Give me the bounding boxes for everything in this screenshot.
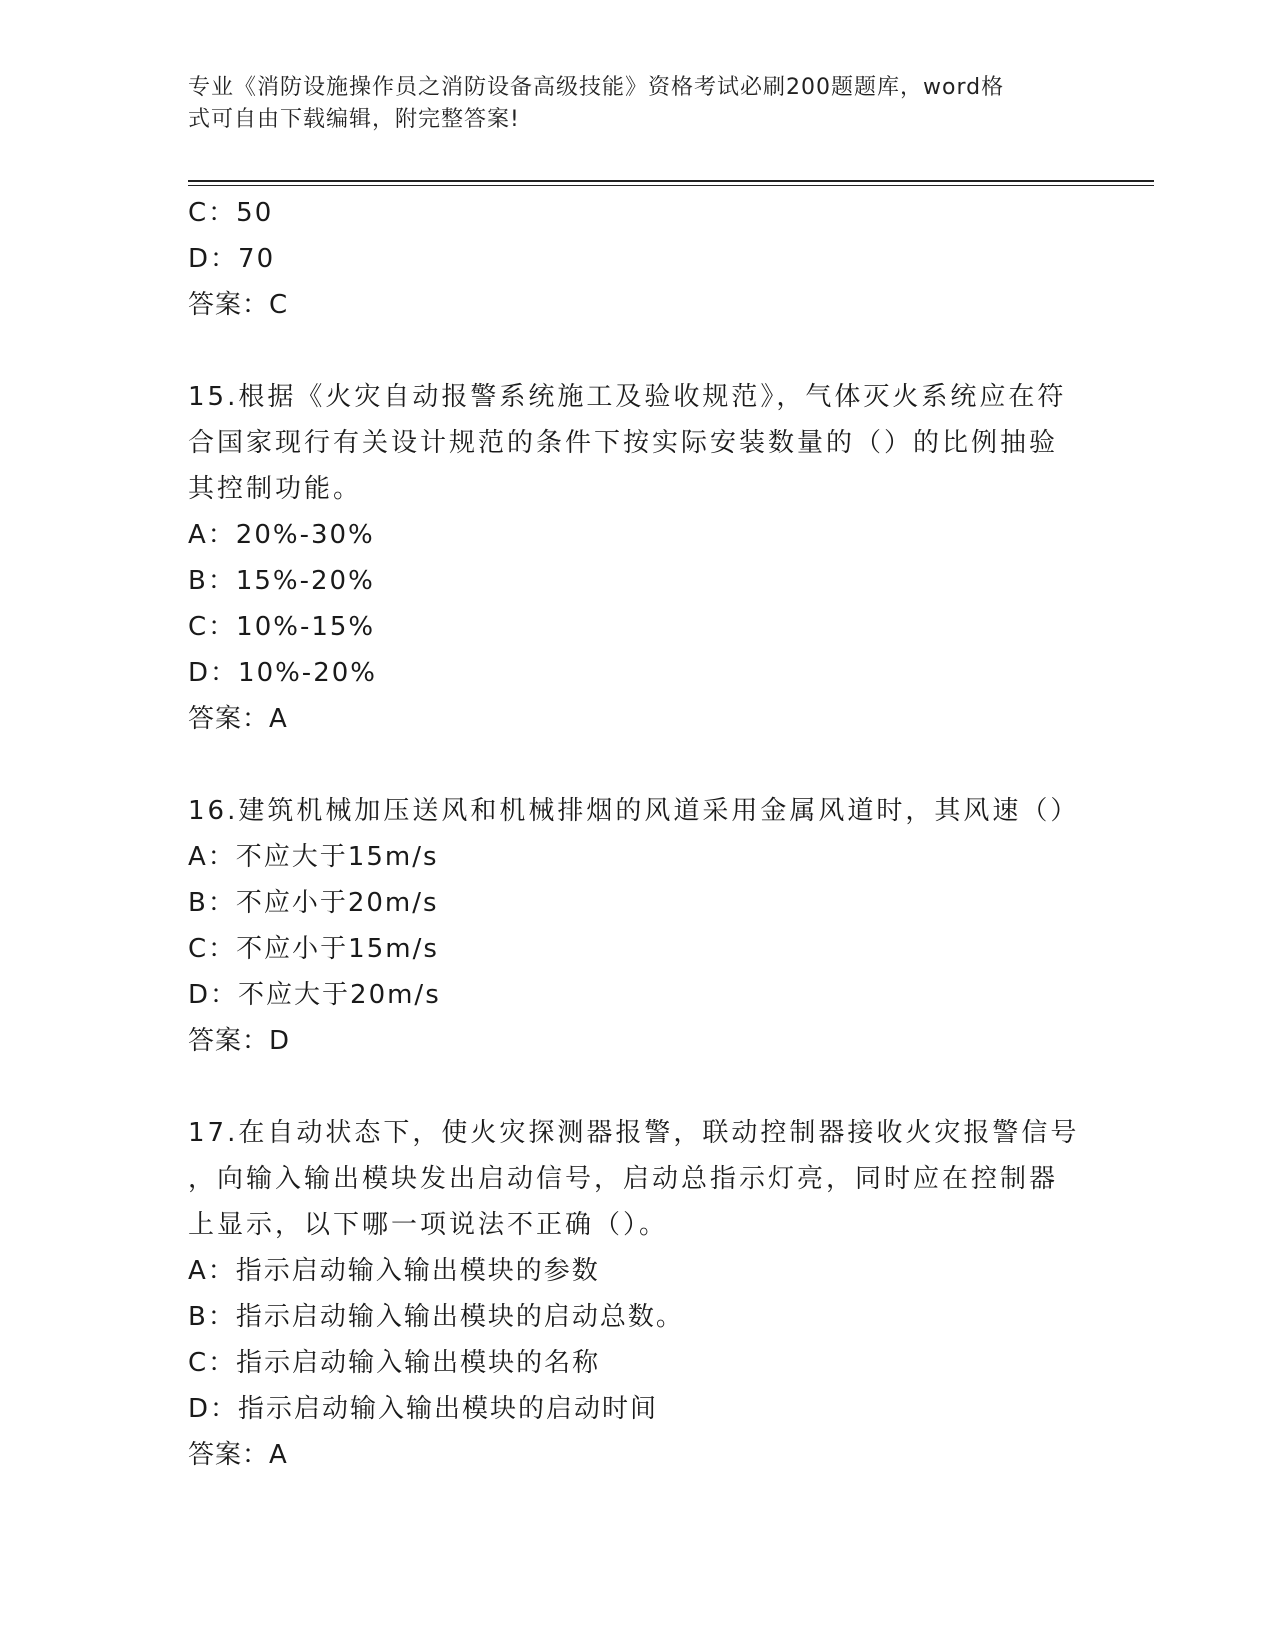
header-divider-thin (188, 185, 1154, 186)
stem-line: 上显示，以下哪一项说法不正确（）。 (188, 1210, 669, 1240)
option-d: D：不应大于20m/s (188, 980, 441, 1010)
option-c: C：50 (188, 198, 274, 228)
document-body (188, 190, 1088, 1478)
option-d: D：70 (188, 244, 276, 274)
spacer (188, 1064, 1088, 1110)
option-a: A：指示启动输入输出模块的参数 (188, 1256, 600, 1286)
option-d: D：指示启动输入输出模块的启动时间 (188, 1394, 659, 1424)
question-15 (188, 374, 1088, 742)
stem-line: ，向输入输出模块发出启动信号，启动总指示灯亮，同时应在控制器 (188, 1164, 1059, 1194)
option-d: D：10%-20% (188, 658, 377, 688)
question-prev (188, 190, 1088, 328)
option-c: C：不应小于15m/s (188, 934, 439, 964)
question-17 (188, 1110, 1088, 1478)
option-c: C：指示启动输入输出模块的名称 (188, 1348, 601, 1378)
answer-line: 答案：D (188, 1026, 291, 1056)
question-stem (188, 374, 1088, 512)
header-line-1: 专业《消防设施操作员之消防设备高级技能》资格考试必刷200题题库，word格 (188, 75, 1005, 100)
stem-line: 合国家现行有关设计规范的条件下按实际安装数量的（）的比例抽验 (188, 428, 1059, 458)
question-stem (188, 788, 1088, 834)
page-header (188, 72, 1068, 136)
header-divider-thick (188, 180, 1154, 182)
option-c: C：10%-15% (188, 612, 376, 642)
stem-line: 15.根据《火灾自动报警系统施工及验收规范》，气体灭火系统应在符 (188, 382, 1067, 412)
header-line-2: 式可自由下载编辑，附完整答案! (188, 107, 520, 132)
option-b: B：15%-20% (188, 566, 375, 596)
question-16 (188, 788, 1088, 1064)
option-a: A：不应大于15m/s (188, 842, 439, 872)
option-b: B：不应小于20m/s (188, 888, 439, 918)
answer-line: 答案：A (188, 1440, 288, 1470)
spacer (188, 328, 1088, 374)
answer-line: 答案：C (188, 290, 289, 320)
answer-line: 答案：A (188, 704, 288, 734)
option-a: A：20%-30% (188, 520, 375, 550)
option-b: B：指示启动输入输出模块的启动总数。 (188, 1302, 684, 1332)
stem-line: 17.在自动状态下，使火灾探测器报警，联动控制器接收火灾报警信号 (188, 1118, 1080, 1148)
spacer (188, 742, 1088, 788)
question-stem (188, 1110, 1088, 1248)
stem-line: 16.建筑机械加压送风和机械排烟的风道采用金属风道时，其风速（） (188, 796, 1080, 826)
stem-line: 其控制功能。 (188, 474, 363, 504)
